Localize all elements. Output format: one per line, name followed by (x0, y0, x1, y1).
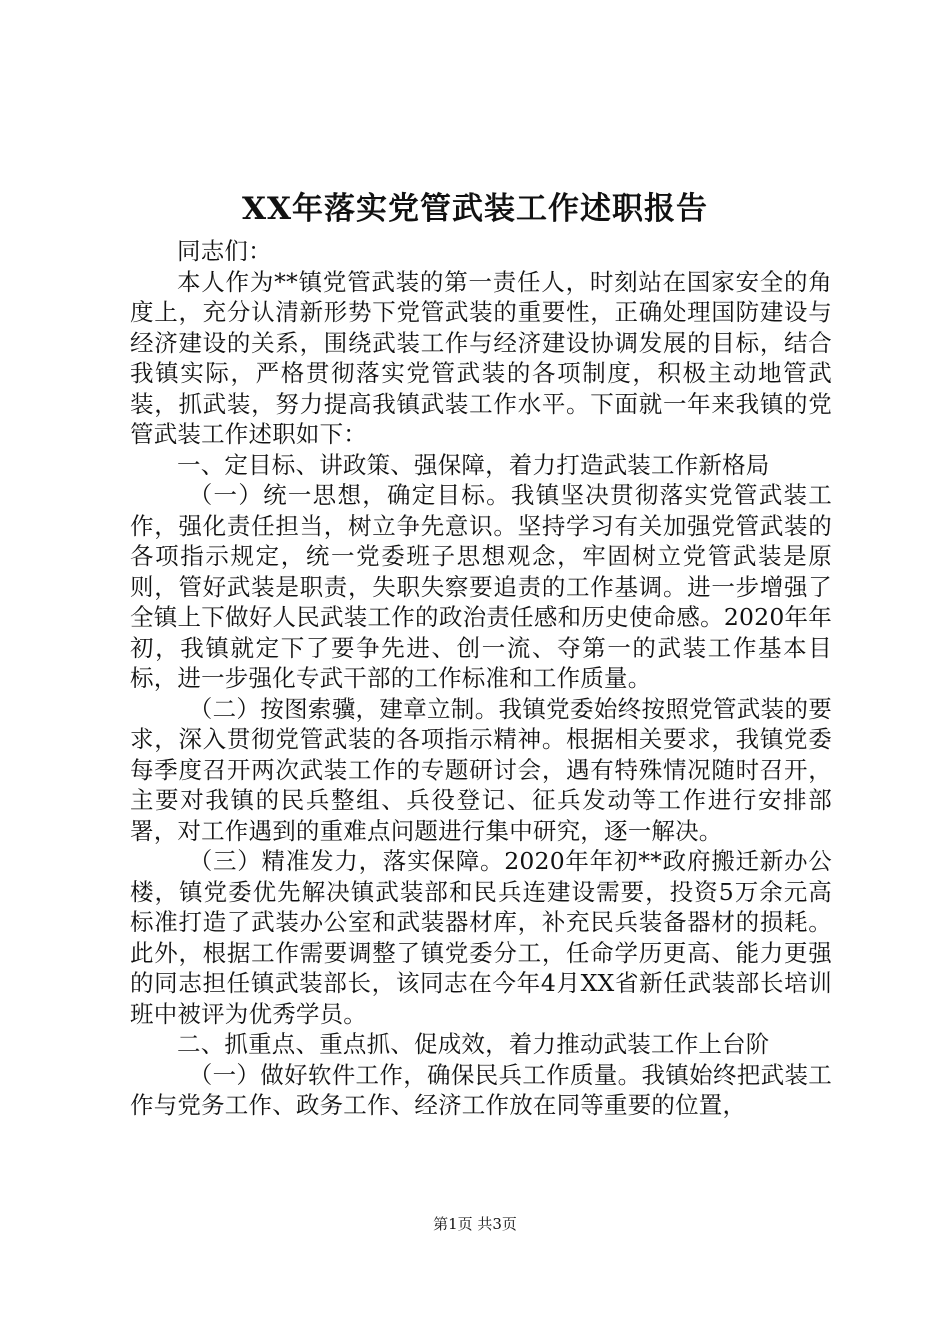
item-paragraph-1-1: （一）统一思想，确定目标。我镇坚决贯彻落实党管武装工作，强化责任担当，树立争先意识。坚持学习有关加强党管武装的各项指示规定，统一党委班子思想观念，牢固树立党管武装是原则，管好武装是职责，失职失察要追责的工作基调。进一步增强了全镇上下做好人民武装工作的政治责任感和历史使命感。2020年年初，我镇就定下了要争先进、创一流、夺第一的武装工作基本目标，进一步强化专武干部的工作标准和工作质量。 (130, 481, 832, 692)
page-number: 第1页 (433, 1215, 473, 1233)
item-paragraph-1-3: （三）精准发力，落实保障。2020年年初**政府搬迁新办公楼，镇党委优先解决镇武装部和民兵连建设需要，投资5万余元高标准打造了武装办公室和武装器材库，补充民兵装备器材的损耗。此外，根据工作需要调整了镇党委分工，任命学历更高、能力更强的同志担任镇武装部长，该同志在今年4月XX省新任武装部长培训班中被评为优秀学员。 (130, 847, 832, 1028)
item-paragraph-2-1: （一）做好软件工作，确保民兵工作质量。我镇始终把武装工作与党务工作、政务工作、经济工作放在同等重要的位置， (130, 1060, 832, 1119)
salutation-paragraph: 同志们： (177, 237, 272, 265)
section-heading-1: 一、定目标、讲政策、强保障，着力打造武装工作新格局 (177, 450, 770, 479)
document-body (130, 236, 832, 1121)
document-title: XX年落实党管武装工作述职报告 (241, 191, 709, 227)
page-footer (0, 1214, 950, 1234)
section-heading-2: 二、抓重点、重点抓、促成效，着力推动武装工作上台阶 (177, 1030, 770, 1058)
page-total: 共3页 (477, 1215, 517, 1233)
intro-paragraph: 本人作为**镇党管武装的第一责任人，时刻站在国家安全的角度上，充分认清新形势下党管武装的重要性，正确处理国防建设与经济建设的关系，围绕武装工作与经济建设协调发展的目标，结合我镇实际，严格贯彻落实党管武装的各项制度，积极主动地管武装，抓武装，努力提高我镇武装工作水平。下面就一年来我镇的党管武装工作述职如下： (130, 267, 832, 448)
item-paragraph-1-2: （二）按图索骥，建章立制。我镇党委始终按照党管武装的要求，深入贯彻党管武装的各项指示精神。根据相关要求，我镇党委每季度召开两次武装工作的专题研讨会，遇有特殊情况随时召开，主要对我镇的民兵整组、兵役登记、征兵发动等工作进行安排部署，对工作遇到的重难点问题进行集中研究，逐一解决。 (130, 694, 832, 845)
